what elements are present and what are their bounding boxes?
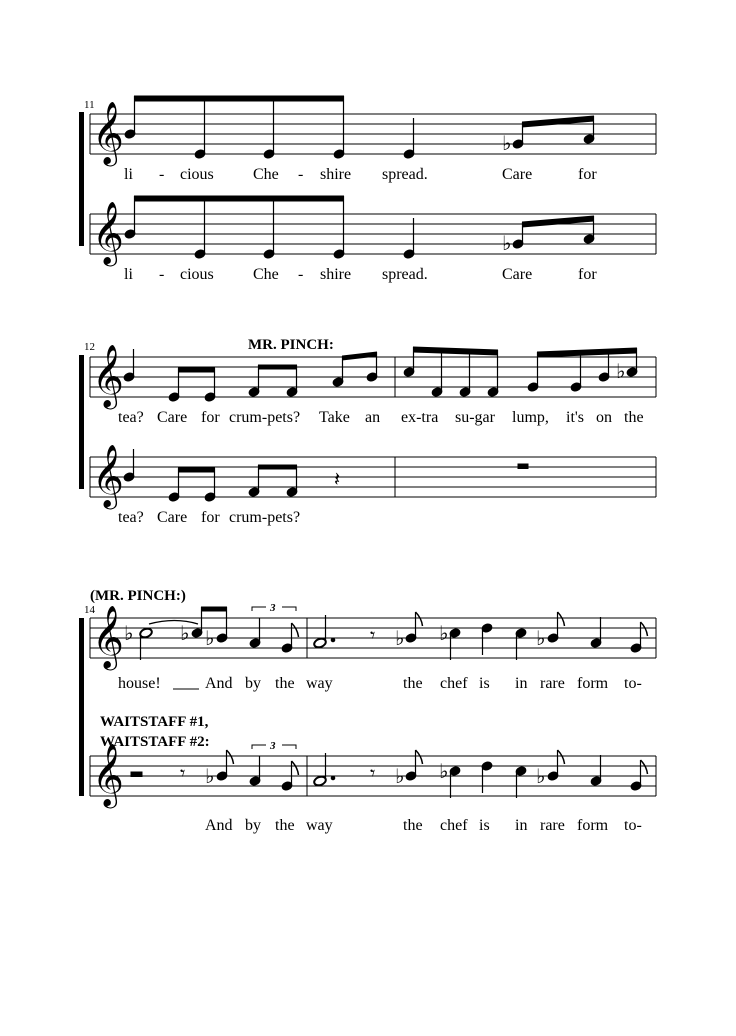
lyric-syllable: tea?	[118, 509, 144, 526]
lyric-syllable: for	[201, 509, 220, 526]
lyric-syllable: shire	[320, 166, 352, 183]
rest-icon: 𝄾	[370, 623, 376, 647]
lyric-syllable: -	[298, 266, 304, 283]
flat-icon: ♭	[536, 764, 546, 788]
rest-icon: 𝄾	[370, 761, 376, 785]
lyric-syllable: for	[201, 409, 220, 426]
lyric-syllable: chef	[440, 675, 468, 692]
lyric-syllable: to-	[624, 817, 642, 834]
lyric-syllable: by	[245, 675, 261, 692]
lyric-syllable: for	[578, 166, 597, 183]
treble-clef-icon: 𝄞	[92, 444, 124, 507]
lyric-syllable: to-	[624, 675, 642, 692]
lyric-syllable: by	[245, 817, 261, 834]
rest-icon: 𝄽	[334, 467, 341, 491]
tuplet-number: 3	[270, 602, 276, 614]
lyric-syllable: lump,	[512, 409, 549, 426]
tuplet-number: 3	[270, 740, 276, 752]
lyric-syllable: Che	[253, 166, 279, 183]
role-label: WAITSTAFF #2:	[100, 734, 210, 750]
lyric-syllable: li	[124, 166, 133, 183]
lyric-syllable: way	[306, 675, 333, 692]
lyric-syllable: -	[298, 166, 304, 183]
flat-icon: ♭	[205, 764, 215, 788]
flat-icon: ♭	[205, 626, 215, 650]
lyric-syllable: tea?	[118, 409, 144, 426]
flat-icon: ♭	[439, 759, 449, 783]
lyrics-staff-1	[124, 166, 597, 183]
lyric-syllable: crum-pets?	[229, 509, 301, 526]
flat-icon: ♭	[124, 621, 134, 645]
role-label: MR. PINCH:	[248, 337, 334, 353]
lyric-syllable: rare	[540, 675, 565, 692]
treble-clef-icon: 𝄞	[92, 605, 124, 668]
lyric-syllable: Care	[157, 409, 188, 426]
lyric-syllable: shire	[320, 266, 352, 283]
measure-number: 14	[84, 604, 95, 616]
lyric-syllable: Che	[253, 266, 279, 283]
staff-2	[90, 444, 656, 510]
treble-clef-icon: 𝄞	[92, 201, 124, 264]
staff-2	[90, 740, 656, 809]
lyric-syllable: form	[577, 817, 609, 834]
system-1	[79, 96, 656, 283]
system-bracket	[79, 618, 84, 796]
lyric-syllable: su-gar	[455, 409, 495, 426]
lyric-syllable: form	[577, 675, 609, 692]
lyric-syllable: the	[624, 409, 644, 426]
lyric-syllable: house!	[118, 675, 161, 692]
measure-number: 12	[84, 341, 95, 353]
lyric-syllable: an	[365, 409, 381, 426]
lyrics-staff-1	[118, 409, 644, 426]
role-label: WAITSTAFF #1,	[100, 714, 209, 730]
lyric-syllable: -	[159, 166, 165, 183]
lyric-syllable: for	[578, 266, 597, 283]
lyric-syllable: the	[275, 675, 295, 692]
lyric-syllable: chef	[440, 817, 468, 834]
lyric-syllable: is	[479, 675, 490, 692]
lyrics-staff-2	[118, 509, 300, 526]
lyric-syllable: Take	[319, 409, 350, 426]
staff-2	[90, 196, 656, 267]
lyric-syllable: the	[275, 817, 295, 834]
lyric-syllable: Care	[502, 266, 533, 283]
lyric-syllable: And	[205, 675, 233, 692]
measure-number: 11	[84, 99, 95, 111]
flat-icon: ♭	[395, 626, 405, 650]
lyric-syllable: -	[159, 266, 165, 283]
lyric-syllable: cious	[180, 166, 214, 183]
flat-icon: ♭	[502, 131, 512, 155]
lyric-syllable: rare	[540, 817, 565, 834]
lyrics-staff-2	[205, 817, 642, 834]
flat-icon: ♭	[180, 621, 190, 645]
role-label: (MR. PINCH:)	[90, 588, 186, 604]
flat-icon: ♭	[502, 231, 512, 255]
lyric-syllable: spread.	[382, 166, 428, 183]
flat-icon: ♭	[616, 359, 626, 383]
system-bracket	[79, 112, 84, 246]
system-bracket	[79, 355, 84, 489]
flat-icon: ♭	[439, 621, 449, 645]
rest-icon: 𝄾	[180, 761, 186, 785]
system-3	[79, 588, 656, 834]
lyric-syllable: is	[479, 817, 490, 834]
lyric-syllable: the	[403, 817, 423, 834]
lyric-syllable: Care	[157, 509, 188, 526]
lyric-syllable: in	[515, 675, 528, 692]
staff-1	[90, 602, 656, 671]
flat-icon: ♭	[395, 764, 405, 788]
lyric-syllable: Care	[502, 166, 533, 183]
staff-1	[90, 344, 656, 410]
lyric-syllable: And	[205, 817, 233, 834]
lyrics-staff-1	[118, 675, 642, 692]
staff-1	[90, 96, 656, 167]
lyric-syllable: on	[596, 409, 612, 426]
lyric-syllable: spread.	[382, 266, 428, 283]
lyric-syllable: in	[515, 817, 528, 834]
lyric-syllable: the	[403, 675, 423, 692]
lyric-syllable: cious	[180, 266, 214, 283]
treble-clef-icon: 𝄞	[92, 344, 124, 407]
treble-clef-icon: 𝄞	[92, 101, 124, 164]
flat-icon: ♭	[536, 626, 546, 650]
lyric-syllable: crum-pets?	[229, 409, 301, 426]
lyric-syllable: way	[306, 817, 333, 834]
system-2	[79, 337, 656, 526]
lyric-syllable: ex-tra	[401, 409, 439, 426]
lyric-syllable: it's	[566, 409, 584, 426]
treble-clef-icon: 𝄞	[92, 743, 124, 806]
lyric-syllable: li	[124, 266, 133, 283]
lyrics-staff-2	[124, 266, 597, 283]
